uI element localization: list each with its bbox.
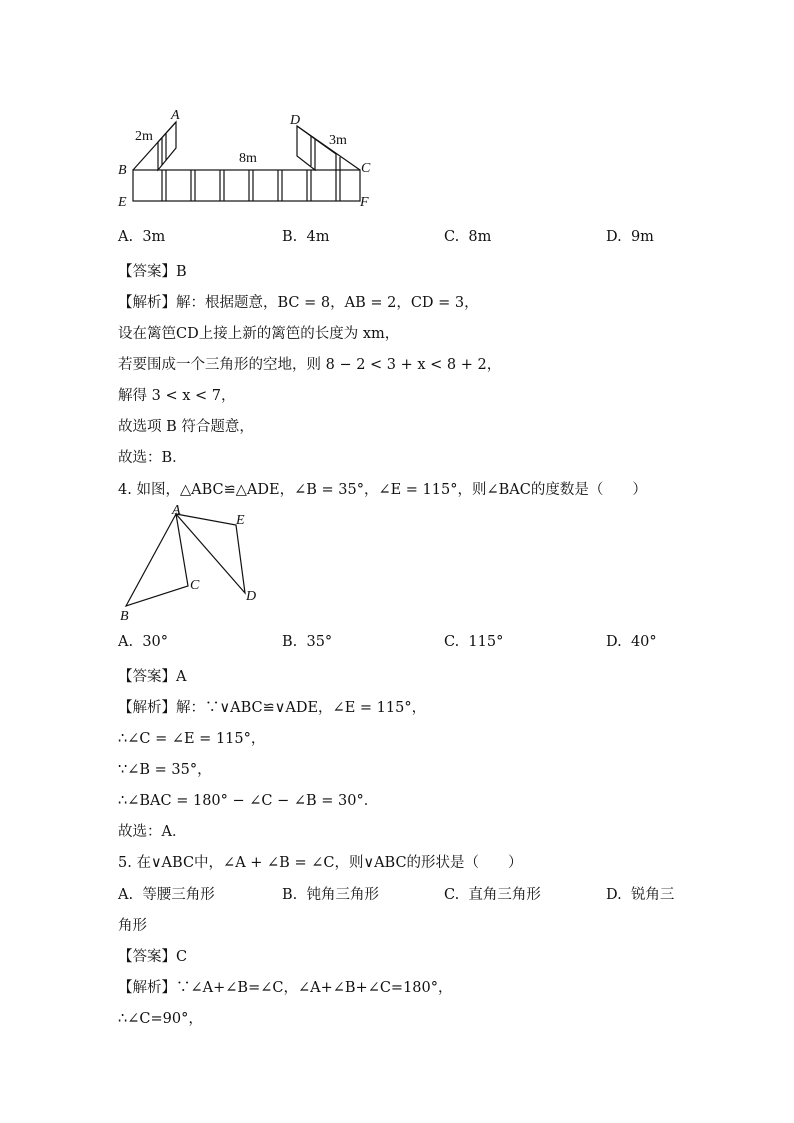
q5-option-a[interactable]: A. 等腰三角形 [118, 887, 215, 903]
triangle-abc [126, 514, 188, 606]
q5-option-d[interactable]: D. 锐角三 [606, 887, 675, 903]
q5-analysis-line-1: 【解析】∵∠A+∠B=∠C，∠A+∠B+∠C=180°， [118, 980, 453, 996]
q3-answer [118, 260, 187, 281]
q3-len-cd: 3m [329, 133, 347, 148]
q4-label-D: D [246, 589, 257, 604]
q4-label-A: A [172, 503, 181, 518]
fence-dc-panel [297, 126, 315, 170]
q3-analysis-line-3: 若要围成一个三角形的空地，则 8 − 2 < 3 + x < 8 + 2， [118, 357, 502, 373]
answer-value: B [176, 264, 187, 280]
analysis-tag: 【解析】 [118, 700, 176, 716]
q3-label-B: B [118, 163, 127, 178]
q4-label-B: B [120, 609, 129, 624]
q4-analysis-line-5: 故选：A． [118, 824, 187, 840]
q3-analysis-line-5: 故选项 B 符合题意， [118, 419, 254, 435]
analysis-tag: 【解析】 [118, 295, 176, 311]
answer-value: A [176, 669, 187, 685]
q3-fence-figure [110, 100, 400, 215]
q3-label-C: C [361, 161, 371, 176]
analysis-tag: 【解析】 [118, 980, 176, 996]
answer-tag: 【答案】 [118, 264, 176, 280]
q5-stem: 5. 在∨ABC中，∠A + ∠B = ∠C，则∨ABC的形状是（ ） [118, 855, 523, 871]
q5-option-b[interactable]: B. 钝角三角形 [282, 887, 379, 903]
q3-option-a[interactable]: A. 3m [118, 229, 166, 245]
q3-label-A: A [171, 108, 180, 123]
q4-analysis-line-2: ∴∠C = ∠E = 115°， [118, 731, 266, 747]
q3-label-E: E [118, 195, 127, 210]
q4-analysis-line-4: ∴∠BAC = 180° − ∠C − ∠B = 30°． [118, 793, 379, 809]
q3-option-d[interactable]: D. 9m [606, 229, 654, 245]
answer-tag: 【答案】 [118, 949, 176, 965]
answer-value: C [176, 949, 188, 965]
q4-option-d[interactable]: D. 40° [606, 634, 657, 650]
q5-answer [118, 945, 187, 966]
triangle-ade [176, 514, 245, 593]
q4-option-c[interactable]: C. 115° [444, 634, 504, 650]
q4-option-a[interactable]: A. 30° [118, 634, 169, 650]
q4-option-b[interactable]: B. 35° [282, 634, 333, 650]
q3-option-b[interactable]: B. 4m [282, 229, 330, 245]
q3-label-D: D [290, 113, 301, 128]
q4-triangles-figure [110, 500, 280, 625]
q3-analysis-line-6: 故选：B． [118, 450, 187, 466]
q4-label-C: C [190, 578, 200, 593]
q4-answer [118, 665, 186, 686]
q5-option-c[interactable]: C. 直角三角形 [444, 887, 541, 903]
q4-label-E: E [236, 513, 245, 528]
q3-label-F: F [360, 195, 369, 210]
q3-analysis-line-4: 解得 3 < x < 7， [118, 388, 236, 404]
q3-len-ab: 2m [135, 129, 153, 144]
fence-base-rect [133, 170, 360, 201]
q4-analysis-line-1: 【解析】解：∵∨ABC≌∨ADE，∠E = 115°， [118, 700, 427, 716]
q5-analysis-line-2: ∴∠C=90°， [118, 1011, 203, 1027]
q3-analysis-line-1: 【解析】解：根据题意，BC = 8，AB = 2，CD = 3， [118, 295, 479, 311]
answer-tag: 【答案】 [118, 669, 176, 685]
q3-analysis-line-2: 设在篱笆CD上接上新的篱笆的长度为 xm， [118, 326, 400, 342]
q5-option-d-wrap: 角形 [118, 918, 147, 934]
q4-analysis-line-3: ∵∠B = 35°， [118, 762, 212, 778]
q3-option-c[interactable]: C. 8m [444, 229, 492, 245]
fence-ab-panel [158, 122, 176, 170]
q3-len-bc: 8m [239, 151, 257, 166]
q4-stem: 4. 如图，△ABC≌△ADE，∠B = 35°，∠E = 115°，则∠BAC的度数是（ ） [118, 482, 647, 498]
